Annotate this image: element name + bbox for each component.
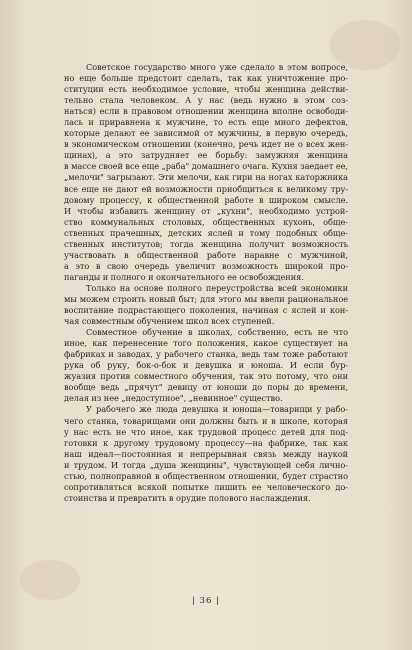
text-line: которые делают ее зависимой от мужчины, в первую очередь, <box>64 128 348 139</box>
text-line: паганды и полного и окончательного ее освобождения. <box>64 271 304 282</box>
text-line: ство коммунальных столовых, общественных кухонь, обще- <box>64 216 348 227</box>
text-line: щинах), а это затрудняет ее борьбу: замужняя женщина <box>64 150 348 161</box>
text-line: „мелочи" загрызают. Эти мелочи, как гири на ногах каторжника <box>64 172 348 183</box>
text-line: стоинства и превратить в орудие полового наслаждения. <box>64 492 311 503</box>
text-line: чая совместным обучением школ всех ступеней. <box>64 316 275 327</box>
text-line: ственных институтов; тогда женщина получит возможность <box>64 238 348 249</box>
text-line: а это в свою очередь увеличит возможность широкой про- <box>64 260 348 271</box>
text-line: рука об руку, бок-о-бок и девушка и юноша. И если бур- <box>64 360 348 371</box>
text-line: Совместное обучение в школах, собственно, есть не что <box>86 327 348 338</box>
text-line: тельно стала человеком. А у нас (ведь нужно в этом соз- <box>64 95 348 106</box>
text-line: иное, как перенесение того положения, какое существует на <box>64 338 348 349</box>
text-line: в экономическом отношении (конечно, речь идет не о всех жен- <box>64 139 348 150</box>
paragraph <box>64 327 348 404</box>
text-line: сопротивляться всякой попытке лишить ее человеческого до- <box>64 481 348 492</box>
text-line: у нас есть не что иное, как трудовой процесс детей для под- <box>64 426 348 437</box>
text-line: наш идеал—постоянная и непрерывная связь между наукой <box>64 448 348 459</box>
text-line: вообще ведь „прячут" девицу от юноши до поры до времени, <box>64 382 348 393</box>
text-line: и трудом. И тогда „душа женщины", чувствующей себя личнo- <box>64 459 348 470</box>
text-line: довому процессу, к общественной работе в широком смысле. <box>64 194 348 205</box>
text-line: стью, полноправной в общественном отношении, будет страстно <box>64 470 348 481</box>
text-line: жуазия против совместного обучения, так это потому, что они <box>64 371 348 382</box>
text-line: воспитание подрастающего поколения, начиная с яслей и кон- <box>64 305 348 316</box>
paragraph <box>64 404 348 503</box>
text-line: Только на основе полного переустройства всей экономики <box>86 282 348 293</box>
text-line: чего станка, товарищами они должны быть и в школе, которая <box>64 415 348 426</box>
text-line: ституции есть необходимое условие, чтобы женщина действи- <box>64 84 348 95</box>
text-line: наться) если в правовом отношении женщина вполне освободи- <box>64 106 348 117</box>
text-line: мы можем строить новый быт; для этого мы ввели рациональное <box>64 293 348 304</box>
paragraph <box>64 283 348 327</box>
paragraph <box>64 62 348 283</box>
text-line: И чтобы избавить женщину от „кухни", необходимо устрой- <box>64 205 348 216</box>
text-line: но еще больше предстоит сделать, так как уничтожение про- <box>64 73 348 84</box>
text-line: делая из нее „недоступное", „невинное" существо. <box>64 393 283 404</box>
text-line: фабриках и заводах, у рабочего станка, ведь там тоже работают <box>64 349 348 360</box>
body-text <box>64 62 348 504</box>
text-line: в массе своей все еще „раба" домашнего очага. Кухня заедает ее, <box>64 161 348 172</box>
text-line: Советское государство много уже сделало в этом вопросе, <box>86 62 348 72</box>
text-line: ственных прачешных, детских яслей и тому подобных обще- <box>64 227 348 238</box>
page-number: | 36 | <box>192 596 220 606</box>
text-line: готовки к другому трудовому процессу—на фабрике, так как <box>64 437 348 448</box>
text-line: участвовать в общественной работе наравне с мужчиной, <box>64 249 348 260</box>
text-line: У рабочего же люда девушка и юноша—товарищи у рабо- <box>86 404 348 415</box>
text-line: все еще не дают ей возможности приобщиться к великому тру- <box>64 183 348 194</box>
text-line: лась и приравнена к мужчине, то есть еще много дефектов, <box>64 117 348 128</box>
paper-stain <box>20 560 80 600</box>
